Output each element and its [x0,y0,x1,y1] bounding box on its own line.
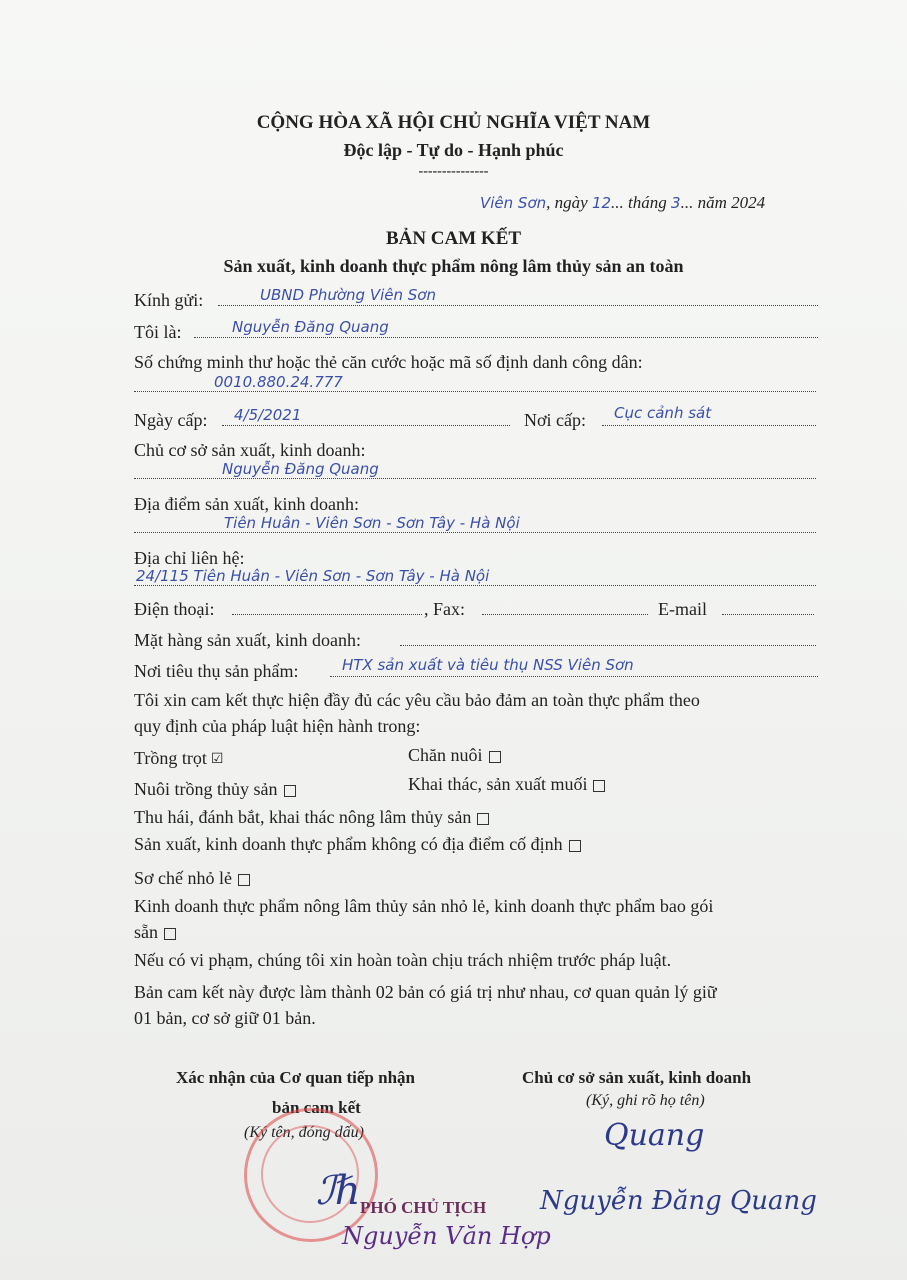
option-khong-dia-diem-label: Sản xuất, kinh doanh thực phẩm không có địa điểm cố định [134,834,563,854]
toi-la-label: Tôi là: [134,322,182,342]
date-place: Viên Sơn [480,194,547,212]
option-thu-hai [134,807,489,828]
document-title: BẢN CAM KẾT [385,228,522,249]
toi-la-dots [194,337,818,338]
option-kinh-doanh-line-1: Kinh doanh thực phẩm nông lâm thủy sản nhỏ lẻ, kinh doanh thực phẩm bao gói [134,896,714,916]
noi-cap-dots [602,425,816,426]
option-khong-dia-diem [134,834,581,855]
left-sign-name: Nguyễn Văn Hợp [342,1222,551,1250]
option-trong-trot-label: Trồng trọt [134,748,207,768]
noi-tieu-thu-value: HTX sản xuất và tiêu thụ NSS Viên Sơn [342,656,634,674]
left-sign-note: (Ký tên, đóng dấu) [244,1124,364,1141]
kinh-gui-dots [218,305,818,306]
country-heading: CỘNG HÒA XÃ HỘI CHỦ NGHĨA VIỆT NAM [256,112,651,133]
right-sign-title: Chủ cơ sở sản xuất, kinh doanh [522,1068,752,1087]
fax-label: , Fax: [424,599,466,619]
email-label: E-mail [658,599,707,619]
empty-checkbox-icon [569,840,581,852]
dia-diem-dots [134,532,816,533]
date-year: 2024 [731,193,766,212]
toi-la-value: Nguyễn Đăng Quang [232,318,389,336]
right-sign-note: (Ký, ghi rõ họ tên) [586,1092,705,1109]
option-nuoi-trong [134,779,296,800]
dia-diem-value: Tiên Huân - Viên Sơn - Sơn Tây - Hà Nội [224,514,520,532]
ngay-cap-dots [222,425,510,426]
year-label: năm [697,193,727,212]
option-kinh-doanh-label: sẵn [134,922,158,942]
ngay-cap-value: 4/5/2021 [234,406,302,424]
dia-chi-dots [134,585,816,586]
document-subtitle: Sản xuất, kinh doanh thực phẩm nông lâm thủy sản an toàn [223,256,684,276]
dia-chi-value: 24/115 Tiên Huân - Viên Sơn - Sơn Tây - Hà Nội [136,567,490,585]
right-sign-name: Nguyễn Đăng Quang [540,1186,817,1216]
option-trong-trot [134,748,223,769]
email-dots [722,614,814,615]
chu-co-so-value: Nguyễn Đăng Quang [222,460,379,478]
mat-hang-dots [400,645,816,646]
date-line: Viên Sơn, ngày 12... tháng 3... năm 2024 [480,193,766,212]
dien-thoai-dots [232,614,422,615]
id-dots [134,391,816,392]
dia-chi-label: Địa chỉ liên hệ: [134,548,245,568]
dia-diem-label: Địa điểm sản xuất, kinh doanh: [134,494,359,514]
empty-checkbox-icon [477,813,489,825]
commit-line-2: quy định của pháp luật hiện hành trong: [134,716,421,736]
kinh-gui-label: Kính gửi: [134,290,204,310]
noi-tieu-thu-dots [330,676,818,677]
option-kinh-doanh [134,922,176,943]
empty-checkbox-icon [238,874,250,886]
commit-line-1: Tôi xin cam kết thực hiện đầy đủ các yêu cầu bảo đảm an toàn thực phẩm theo [134,690,700,710]
option-nuoi-trong-label: Nuôi trồng thủy sản [134,779,278,799]
left-sign-title-1: Xác nhận của Cơ quan tiếp nhận [176,1068,415,1087]
header-rule: --------------- [418,164,489,179]
month-label: tháng [628,193,667,212]
ban-cam-ket-line-2: 01 bản, cơ sở giữ 01 bản. [134,1008,316,1028]
left-signature-mark: ℐℏ [316,1168,361,1214]
option-so-che [134,868,250,889]
ngay-cap-label: Ngày cấp: [134,410,208,430]
right-signature: Quang [604,1118,705,1153]
empty-checkbox-icon [164,928,176,940]
noi-tieu-thu-label: Nơi tiêu thụ sản phẩm: [134,661,299,681]
id-label: Số chứng minh thư hoặc thẻ căn cước hoặc mã số định danh công dân: [134,352,643,372]
day-label: , ngày [546,193,588,212]
option-chan-nuoi-label: Chăn nuôi [408,745,483,765]
id-value: 0010.880.24.777 [214,373,343,391]
date-month: 3 [671,194,681,212]
option-khai-thac-muoi-label: Khai thác, sản xuất muối [408,774,588,794]
chu-co-so-label: Chủ cơ sở sản xuất, kinh doanh: [134,440,366,460]
mat-hang-label: Mặt hàng sản xuất, kinh doanh: [134,630,361,650]
option-so-che-label: Sơ chế nhỏ lẻ [134,868,232,888]
empty-checkbox-icon [593,780,605,792]
vi-pham-text: Nếu có vi phạm, chúng tôi xin hoàn toàn chịu trách nhiệm trước pháp luật. [134,950,672,970]
option-khai-thac-muoi [408,774,605,795]
noi-cap-label: Nơi cấp: [524,410,586,430]
kinh-gui-value: UBND Phường Viên Sơn [260,286,436,304]
noi-cap-value: Cục cảnh sát [614,404,712,422]
option-thu-hai-label: Thu hái, đánh bắt, khai thác nông lâm thủy sản [134,807,472,827]
empty-checkbox-icon [489,751,501,763]
option-chan-nuoi [408,745,501,766]
chu-co-so-dots [134,478,816,479]
left-sign-role: PHÓ CHỦ TỊCH [360,1198,487,1217]
dien-thoai-label: Điện thoại: [134,599,215,619]
motto: Độc lập - Tự do - Hạnh phúc [343,140,564,160]
checked-checkbox-icon: ☑ [210,752,224,768]
left-sign-title-2: bản cam kết [272,1098,361,1117]
empty-checkbox-icon [284,785,296,797]
date-day: 12 [591,194,612,212]
fax-dots [482,614,648,615]
ban-cam-ket-line-1: Bản cam kết này được làm thành 02 bản có giá trị như nhau, cơ quan quản lý giữ [134,982,717,1002]
